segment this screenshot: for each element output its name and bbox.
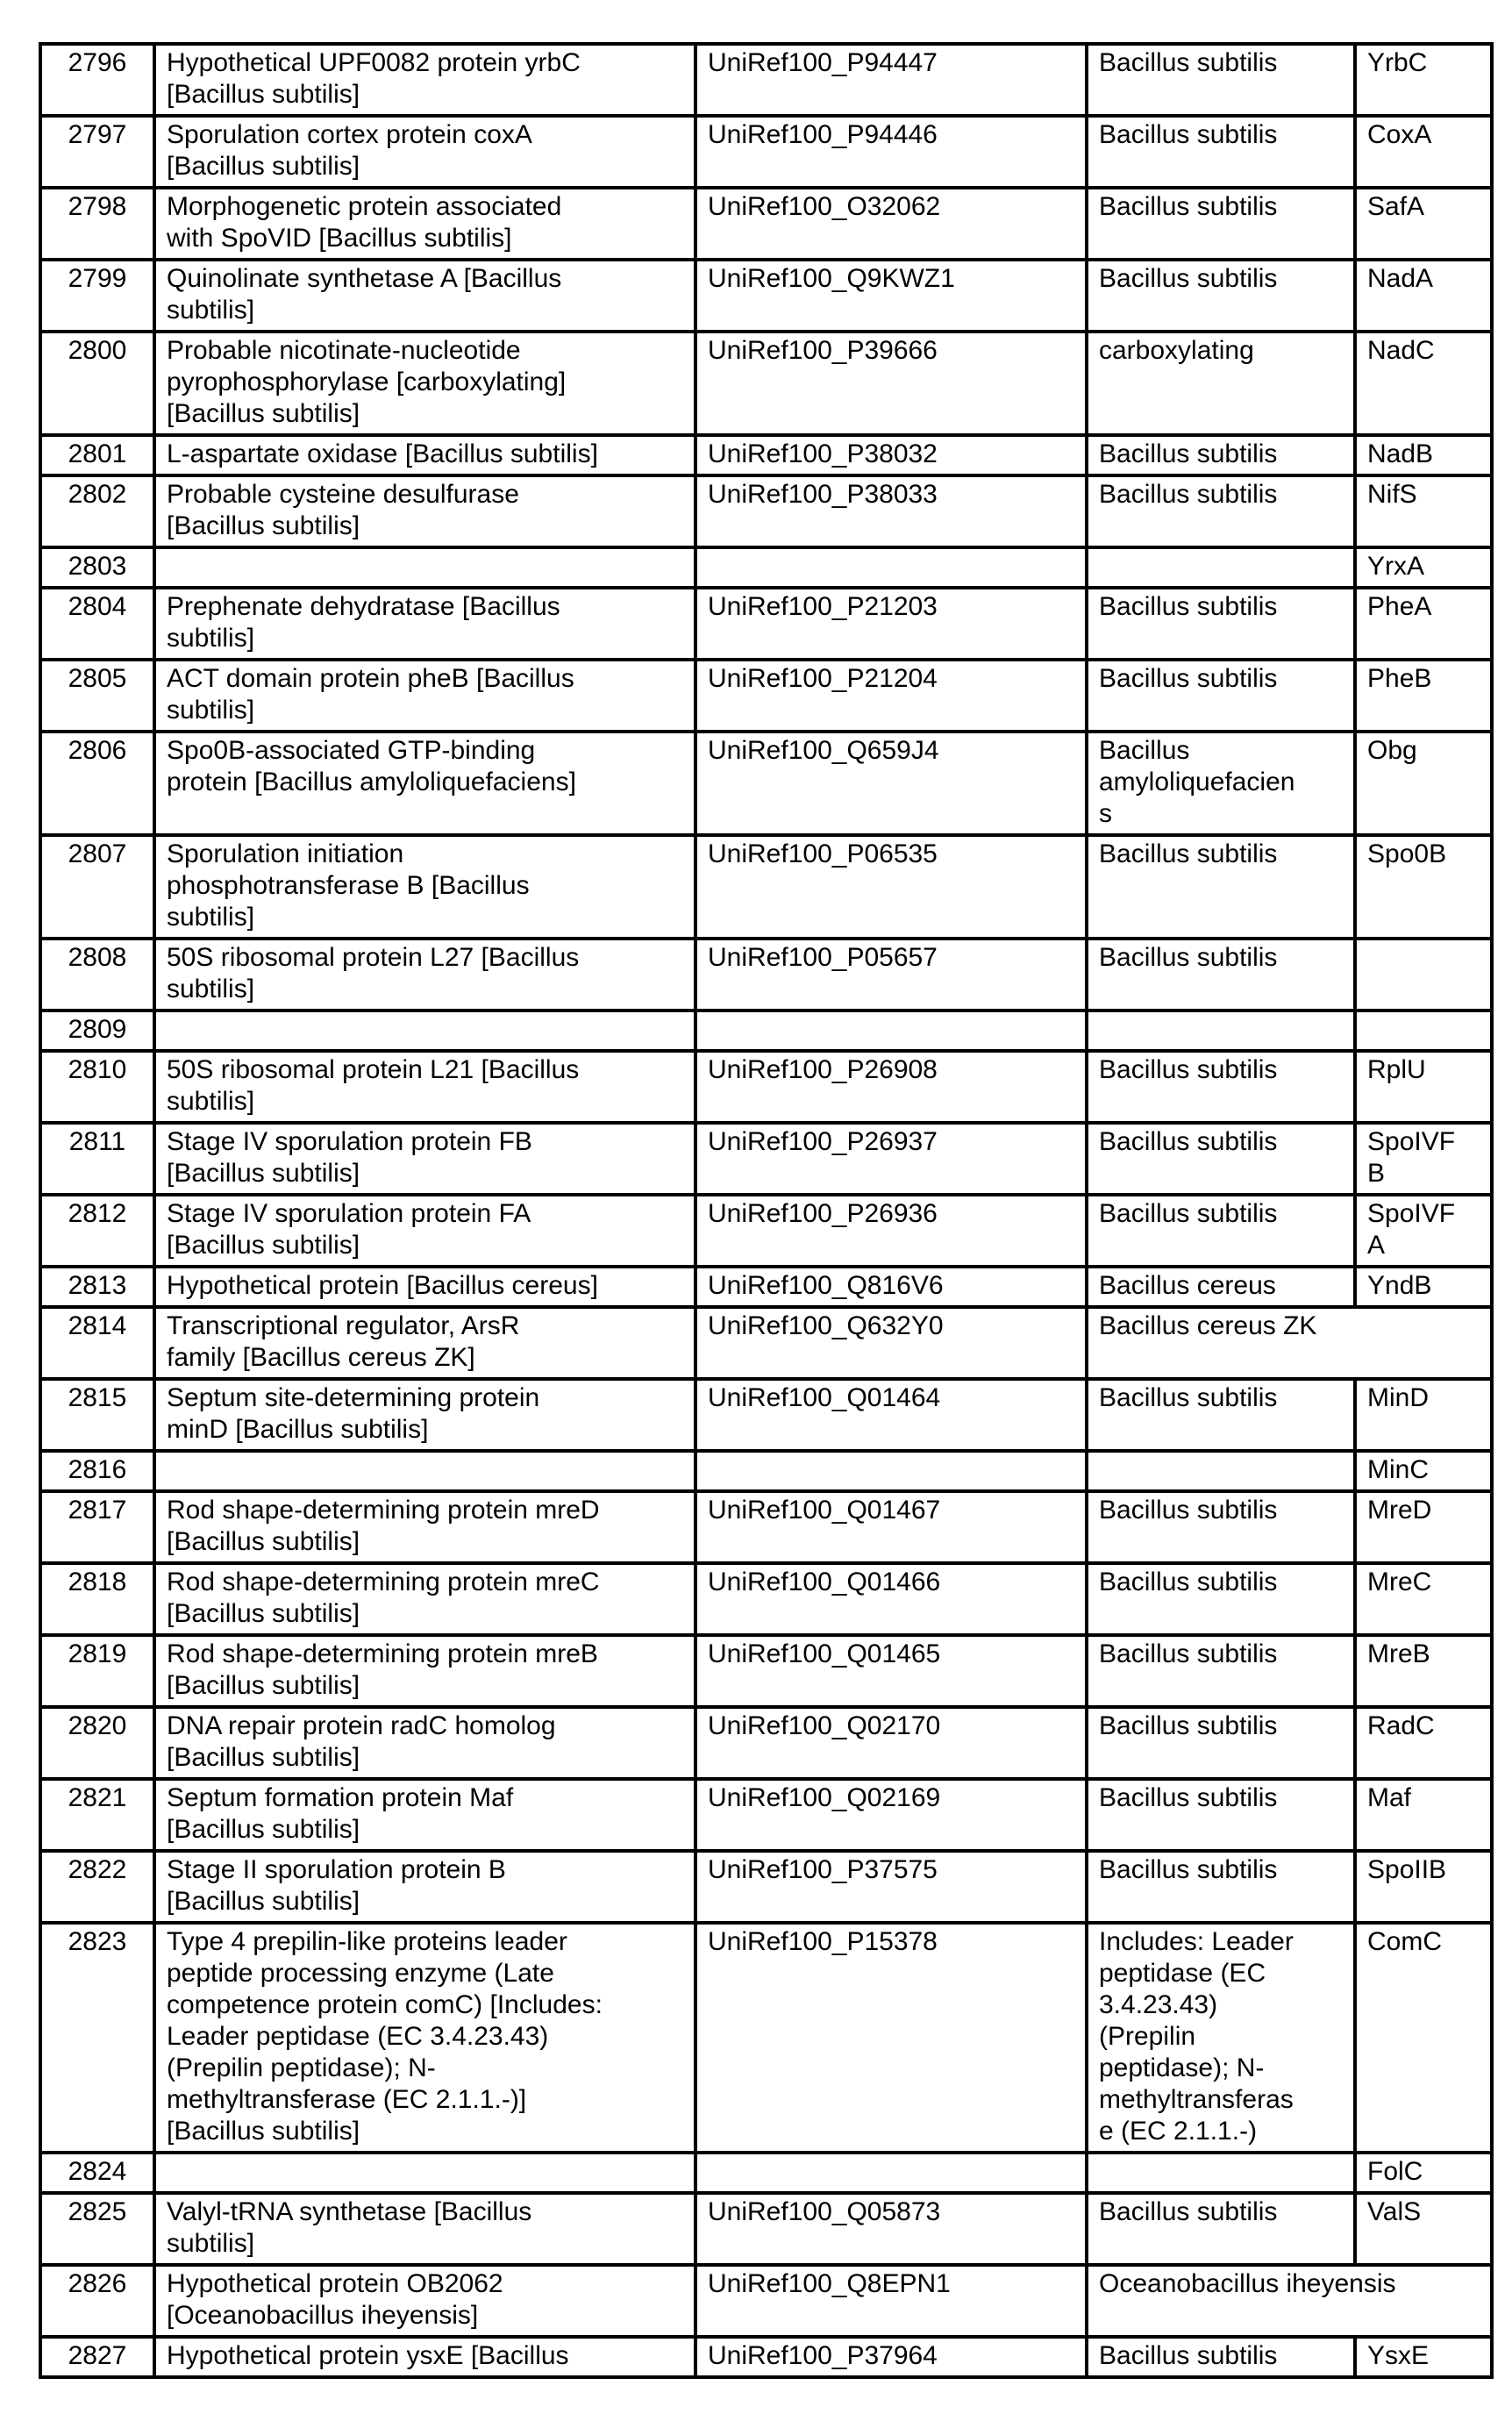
uniref-id-cell: UniRef100_P21204 <box>695 660 1087 732</box>
row-number-cell: 2815 <box>40 1379 154 1451</box>
organism-cell: Bacillus subtilis <box>1087 835 1355 939</box>
uniref-id-cell <box>695 1011 1087 1051</box>
uniref-id-cell: UniRef100_P94447 <box>695 44 1087 116</box>
organism-cell: Bacillus subtilis <box>1087 188 1355 260</box>
table-row <box>40 435 1492 475</box>
table-row <box>40 660 1492 732</box>
protein-description-cell: Spo0B-associated GTP-binding protein [Bacillus amyloliquefaciens] <box>154 732 695 835</box>
row-number-cell: 2807 <box>40 835 154 939</box>
organism-cell: Bacillus subtilis <box>1087 1563 1355 1635</box>
row-number-cell: 2824 <box>40 2153 154 2193</box>
uniref-id-cell: UniRef100_P26937 <box>695 1123 1087 1195</box>
uniref-id-cell: UniRef100_P26908 <box>695 1051 1087 1123</box>
protein-description-cell: Hypothetical protein ysxE [Bacillus <box>154 2337 695 2377</box>
organism-cell: Bacillus subtilis <box>1087 1051 1355 1123</box>
organism-cell: Bacillus cereus <box>1087 1267 1355 1307</box>
row-number-cell: 2796 <box>40 44 154 116</box>
protein-description-cell: Valyl-tRNA synthetase [Bacillus subtilis] <box>154 2193 695 2265</box>
gene-name-cell: NifS <box>1355 475 1492 547</box>
table-row <box>40 1491 1492 1563</box>
protein-description-cell <box>154 2153 695 2193</box>
protein-table <box>39 42 1494 2379</box>
table-row <box>40 1851 1492 1923</box>
organism-cell: Bacillus cereus ZK <box>1087 1307 1492 1379</box>
row-number-cell: 2822 <box>40 1851 154 1923</box>
uniref-id-cell: UniRef100_Q02169 <box>695 1779 1087 1851</box>
table-row <box>40 1707 1492 1779</box>
uniref-id-cell: UniRef100_P21203 <box>695 588 1087 660</box>
protein-description-cell: L-aspartate oxidase [Bacillus subtilis] <box>154 435 695 475</box>
uniref-id-cell: UniRef100_P15378 <box>695 1923 1087 2153</box>
uniref-id-cell: UniRef100_P05657 <box>695 939 1087 1011</box>
protein-description-cell: Type 4 prepilin-like proteins leader peptide processing enzyme (Late competence protein comC) [Includes: Leader peptidase (EC 3.4.23.43) (Prepilin peptidase); N- methyltransferase (EC 2.1.1.-)] [Bacillus subtilis] <box>154 1923 695 2153</box>
uniref-id-cell: UniRef100_P94446 <box>695 116 1087 188</box>
protein-description-cell: Probable cysteine desulfurase [Bacillus subtilis] <box>154 475 695 547</box>
protein-description-cell: 50S ribosomal protein L21 [Bacillus subtilis] <box>154 1051 695 1123</box>
table-row <box>40 188 1492 260</box>
protein-description-cell: Stage IV sporulation protein FA [Bacillus subtilis] <box>154 1195 695 1267</box>
protein-description-cell: Hypothetical UPF0082 protein yrbC [Bacillus subtilis] <box>154 44 695 116</box>
table-row <box>40 1051 1492 1123</box>
row-number-cell: 2819 <box>40 1635 154 1707</box>
protein-description-cell <box>154 547 695 588</box>
protein-description-cell <box>154 1011 695 1051</box>
organism-cell: Bacillus amyloliquefacien s <box>1087 732 1355 835</box>
row-number-cell: 2804 <box>40 588 154 660</box>
table-row <box>40 939 1492 1011</box>
gene-name-cell: Obg <box>1355 732 1492 835</box>
organism-cell: Bacillus subtilis <box>1087 260 1355 332</box>
protein-description-cell: Sporulation cortex protein coxA [Bacillus subtilis] <box>154 116 695 188</box>
uniref-id-cell: UniRef100_Q05873 <box>695 2193 1087 2265</box>
table-row <box>40 547 1492 588</box>
gene-name-cell: FolC <box>1355 2153 1492 2193</box>
row-number-cell: 2803 <box>40 547 154 588</box>
table-row <box>40 44 1492 116</box>
row-number-cell: 2821 <box>40 1779 154 1851</box>
table-row <box>40 332 1492 435</box>
gene-name-cell: MreC <box>1355 1563 1492 1635</box>
table-row <box>40 1267 1492 1307</box>
table-row <box>40 1779 1492 1851</box>
uniref-id-cell: UniRef100_Q659J4 <box>695 732 1087 835</box>
uniref-id-cell: UniRef100_P26936 <box>695 1195 1087 1267</box>
protein-description-cell: Rod shape-determining protein mreB [Bacillus subtilis] <box>154 1635 695 1707</box>
protein-description-cell <box>154 1451 695 1491</box>
row-number-cell: 2813 <box>40 1267 154 1307</box>
table-row <box>40 1011 1492 1051</box>
table-row <box>40 1195 1492 1267</box>
organism-cell: Bacillus subtilis <box>1087 1635 1355 1707</box>
table-row <box>40 835 1492 939</box>
gene-name-cell: SpoIVF B <box>1355 1123 1492 1195</box>
gene-name-cell: Maf <box>1355 1779 1492 1851</box>
table-row <box>40 1635 1492 1707</box>
gene-name-cell: ValS <box>1355 2193 1492 2265</box>
row-number-cell: 2797 <box>40 116 154 188</box>
table-row <box>40 588 1492 660</box>
table-row <box>40 1123 1492 1195</box>
row-number-cell: 2812 <box>40 1195 154 1267</box>
gene-name-cell: SafA <box>1355 188 1492 260</box>
gene-name-cell: Spo0B <box>1355 835 1492 939</box>
protein-description-cell: ACT domain protein pheB [Bacillus subtilis] <box>154 660 695 732</box>
organism-cell: Bacillus subtilis <box>1087 1779 1355 1851</box>
row-number-cell: 2808 <box>40 939 154 1011</box>
gene-name-cell: YrbC <box>1355 44 1492 116</box>
protein-description-cell: Septum formation protein Maf [Bacillus subtilis] <box>154 1779 695 1851</box>
gene-name-cell: MreB <box>1355 1635 1492 1707</box>
gene-name-cell: PheA <box>1355 588 1492 660</box>
protein-description-cell: Rod shape-determining protein mreD [Bacillus subtilis] <box>154 1491 695 1563</box>
uniref-id-cell: UniRef100_Q01465 <box>695 1635 1087 1707</box>
gene-name-cell <box>1355 939 1492 1011</box>
row-number-cell: 2805 <box>40 660 154 732</box>
organism-cell <box>1087 547 1355 588</box>
uniref-id-cell: UniRef100_Q02170 <box>695 1707 1087 1779</box>
protein-description-cell: Stage II sporulation protein B [Bacillus subtilis] <box>154 1851 695 1923</box>
uniref-id-cell: UniRef100_P06535 <box>695 835 1087 939</box>
uniref-id-cell: UniRef100_P37575 <box>695 1851 1087 1923</box>
protein-description-cell: DNA repair protein radC homolog [Bacillus subtilis] <box>154 1707 695 1779</box>
table-row <box>40 2337 1492 2377</box>
organism-cell: Bacillus subtilis <box>1087 1195 1355 1267</box>
table-row <box>40 2193 1492 2265</box>
table-row <box>40 2265 1492 2337</box>
organism-cell: Bacillus subtilis <box>1087 2337 1355 2377</box>
organism-cell: Bacillus subtilis <box>1087 475 1355 547</box>
row-number-cell: 2811 <box>40 1123 154 1195</box>
row-number-cell: 2826 <box>40 2265 154 2337</box>
organism-cell: Bacillus subtilis <box>1087 1707 1355 1779</box>
uniref-id-cell: UniRef100_Q01466 <box>695 1563 1087 1635</box>
gene-name-cell: PheB <box>1355 660 1492 732</box>
organism-cell: Bacillus subtilis <box>1087 660 1355 732</box>
gene-name-cell: NadC <box>1355 332 1492 435</box>
gene-name-cell: SpoIIB <box>1355 1851 1492 1923</box>
uniref-id-cell: UniRef100_Q9KWZ1 <box>695 260 1087 332</box>
row-number-cell: 2810 <box>40 1051 154 1123</box>
row-number-cell: 2809 <box>40 1011 154 1051</box>
uniref-id-cell: UniRef100_P39666 <box>695 332 1087 435</box>
row-number-cell: 2817 <box>40 1491 154 1563</box>
gene-name-cell: YsxE <box>1355 2337 1492 2377</box>
gene-name-cell: RplU <box>1355 1051 1492 1123</box>
gene-name-cell: MinD <box>1355 1379 1492 1451</box>
organism-cell: Bacillus subtilis <box>1087 435 1355 475</box>
uniref-id-cell: UniRef100_P38032 <box>695 435 1087 475</box>
table-row <box>40 116 1492 188</box>
gene-name-cell: YndB <box>1355 1267 1492 1307</box>
row-number-cell: 2827 <box>40 2337 154 2377</box>
gene-name-cell: MinC <box>1355 1451 1492 1491</box>
organism-cell: Bacillus subtilis <box>1087 939 1355 1011</box>
row-number-cell: 2798 <box>40 188 154 260</box>
gene-name-cell: NadB <box>1355 435 1492 475</box>
organism-cell <box>1087 1011 1355 1051</box>
protein-description-cell: Morphogenetic protein associated with SpoVID [Bacillus subtilis] <box>154 188 695 260</box>
row-number-cell: 2806 <box>40 732 154 835</box>
protein-description-cell: Sporulation initiation phosphotransferase B [Bacillus subtilis] <box>154 835 695 939</box>
uniref-id-cell: UniRef100_Q816V6 <box>695 1267 1087 1307</box>
uniref-id-cell <box>695 2153 1087 2193</box>
table-row <box>40 1563 1492 1635</box>
row-number-cell: 2820 <box>40 1707 154 1779</box>
table-row <box>40 1307 1492 1379</box>
gene-name-cell: MreD <box>1355 1491 1492 1563</box>
table-row <box>40 2153 1492 2193</box>
row-number-cell: 2800 <box>40 332 154 435</box>
row-number-cell: 2816 <box>40 1451 154 1491</box>
gene-name-cell: YrxA <box>1355 547 1492 588</box>
row-number-cell: 2799 <box>40 260 154 332</box>
protein-description-cell: 50S ribosomal protein L27 [Bacillus subtilis] <box>154 939 695 1011</box>
table-row <box>40 732 1492 835</box>
protein-description-cell: Quinolinate synthetase A [Bacillus subtilis] <box>154 260 695 332</box>
gene-name-cell <box>1355 1011 1492 1051</box>
gene-name-cell: CoxA <box>1355 116 1492 188</box>
gene-name-cell: SpoIVF A <box>1355 1195 1492 1267</box>
protein-table-body <box>40 44 1492 2377</box>
protein-description-cell: Transcriptional regulator, ArsR family [Bacillus cereus ZK] <box>154 1307 695 1379</box>
uniref-id-cell: UniRef100_O32062 <box>695 188 1087 260</box>
organism-cell: Bacillus subtilis <box>1087 1491 1355 1563</box>
organism-cell: carboxylating <box>1087 332 1355 435</box>
organism-cell: Bacillus subtilis <box>1087 1851 1355 1923</box>
table-row <box>40 260 1492 332</box>
protein-description-cell: Hypothetical protein [Bacillus cereus] <box>154 1267 695 1307</box>
organism-cell <box>1087 1451 1355 1491</box>
uniref-id-cell: UniRef100_Q01464 <box>695 1379 1087 1451</box>
uniref-id-cell <box>695 1451 1087 1491</box>
uniref-id-cell: UniRef100_Q632Y0 <box>695 1307 1087 1379</box>
organism-cell: Bacillus subtilis <box>1087 1379 1355 1451</box>
uniref-id-cell: UniRef100_Q8EPN1 <box>695 2265 1087 2337</box>
row-number-cell: 2801 <box>40 435 154 475</box>
protein-description-cell: Prephenate dehydratase [Bacillus subtilis] <box>154 588 695 660</box>
protein-description-cell: Septum site-determining protein minD [Bacillus subtilis] <box>154 1379 695 1451</box>
organism-cell: Bacillus subtilis <box>1087 2193 1355 2265</box>
row-number-cell: 2825 <box>40 2193 154 2265</box>
uniref-id-cell: UniRef100_Q01467 <box>695 1491 1087 1563</box>
organism-cell: Bacillus subtilis <box>1087 116 1355 188</box>
protein-description-cell: Probable nicotinate-nucleotide pyrophosphorylase [carboxylating] [Bacillus subtilis] <box>154 332 695 435</box>
organism-cell <box>1087 2153 1355 2193</box>
uniref-id-cell <box>695 547 1087 588</box>
gene-name-cell: ComC <box>1355 1923 1492 2153</box>
uniref-id-cell: UniRef100_P37964 <box>695 2337 1087 2377</box>
organism-cell: Bacillus subtilis <box>1087 588 1355 660</box>
protein-description-cell: Rod shape-determining protein mreC [Bacillus subtilis] <box>154 1563 695 1635</box>
table-row <box>40 1379 1492 1451</box>
gene-name-cell: NadA <box>1355 260 1492 332</box>
row-number-cell: 2814 <box>40 1307 154 1379</box>
organism-cell: Oceanobacillus iheyensis <box>1087 2265 1492 2337</box>
uniref-id-cell: UniRef100_P38033 <box>695 475 1087 547</box>
organism-cell: Bacillus subtilis <box>1087 44 1355 116</box>
protein-description-cell: Hypothetical protein OB2062 [Oceanobacillus iheyensis] <box>154 2265 695 2337</box>
organism-cell: Bacillus subtilis <box>1087 1123 1355 1195</box>
gene-name-cell: RadC <box>1355 1707 1492 1779</box>
row-number-cell: 2818 <box>40 1563 154 1635</box>
table-row <box>40 1451 1492 1491</box>
organism-cell: Includes: Leader peptidase (EC 3.4.23.43) (Prepilin peptidase); N- methyltransferas e (EC 2.1.1.-) <box>1087 1923 1355 2153</box>
row-number-cell: 2823 <box>40 1923 154 2153</box>
table-row <box>40 1923 1492 2153</box>
table-row <box>40 475 1492 547</box>
row-number-cell: 2802 <box>40 475 154 547</box>
protein-description-cell: Stage IV sporulation protein FB [Bacillus subtilis] <box>154 1123 695 1195</box>
